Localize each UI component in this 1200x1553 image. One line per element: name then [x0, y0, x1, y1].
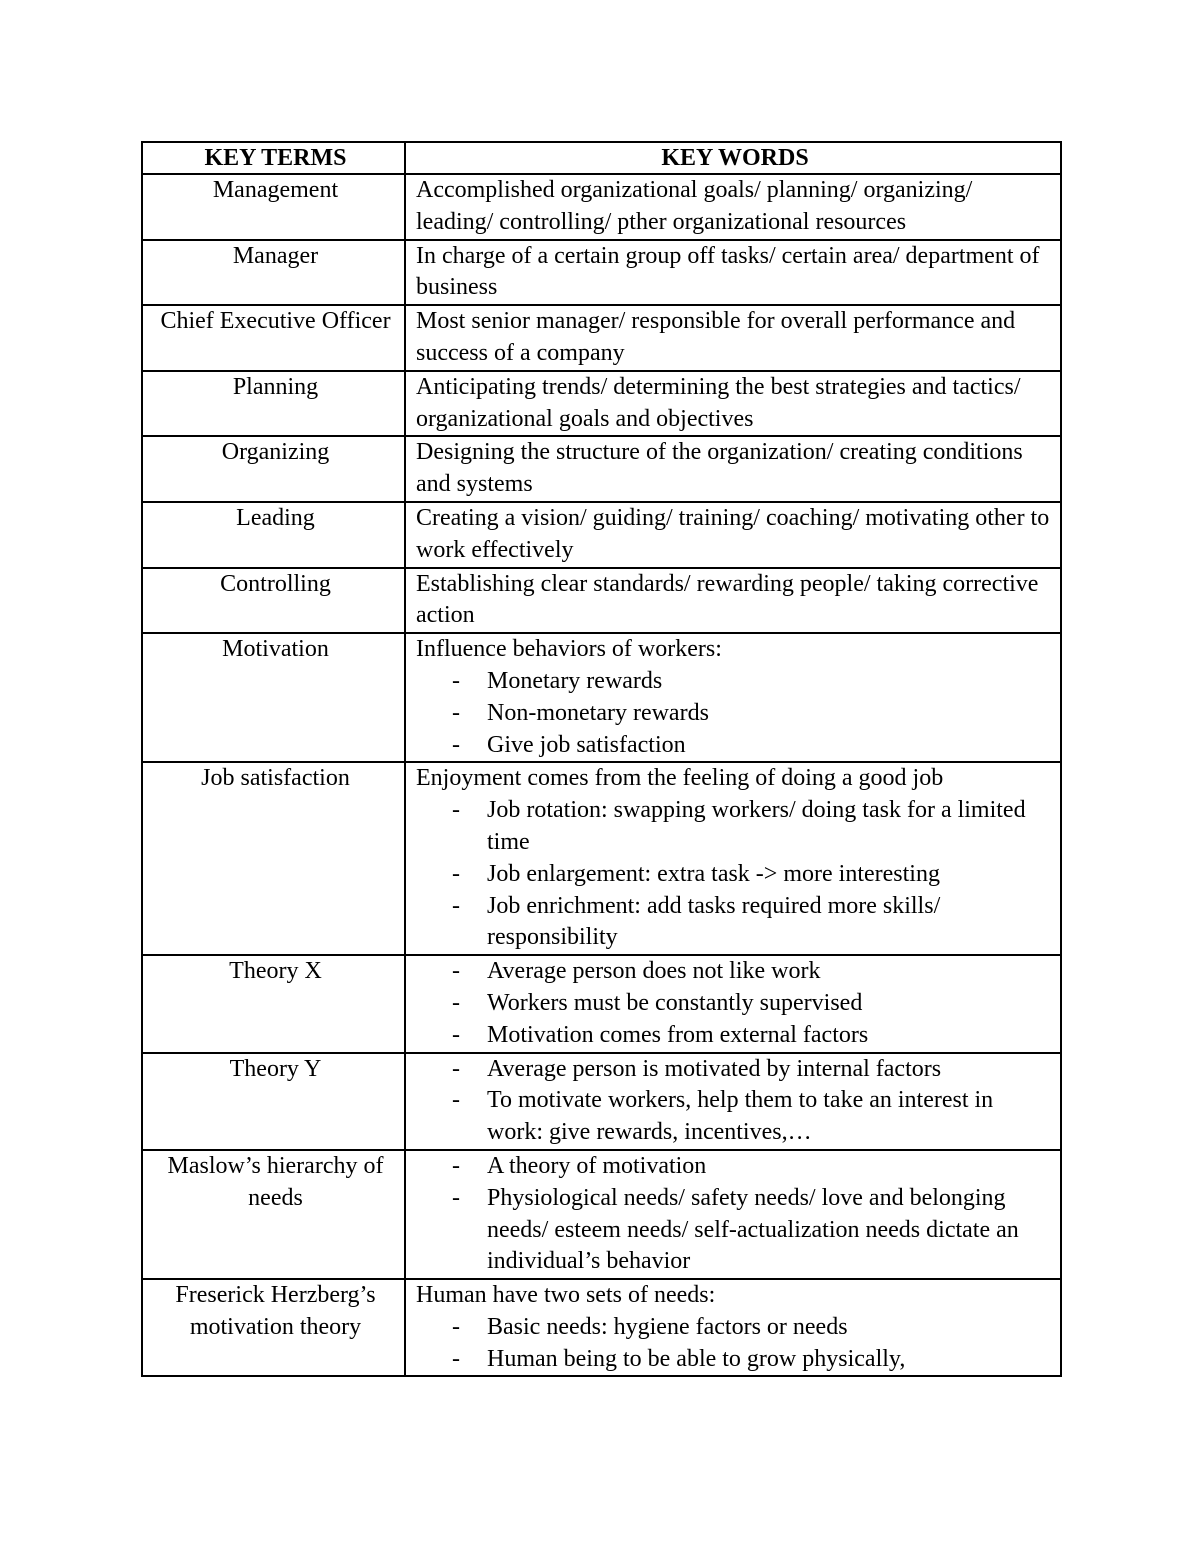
- key-words-cell: [405, 436, 1061, 502]
- key-term-cell: Manager: [142, 240, 405, 306]
- key-term-cell: Job satisfaction: [142, 762, 405, 955]
- table-row: [142, 1279, 1061, 1376]
- key-words-bullet: - Average person is motivated by internal factors: [416, 1054, 1054, 1086]
- table-row: [142, 762, 1061, 955]
- table-row: [142, 174, 1061, 240]
- key-term-cell: Planning: [142, 371, 405, 437]
- key-words-bullet: - Physiological needs/ safety needs/ love and belonging needs/ esteem needs/ self-actualization needs dictate an individual’s behavior: [416, 1183, 1054, 1278]
- key-words-cell: [405, 371, 1061, 437]
- key-words-cell: [405, 305, 1061, 371]
- key-words-cell: [405, 502, 1061, 568]
- key-words-text: Establishing clear standards/ rewarding people/ taking corrective action: [416, 570, 1039, 629]
- key-words-bullet-list: [416, 956, 1054, 1051]
- key-term-cell: Theory X: [142, 955, 405, 1052]
- key-words-text: Human have two sets of needs:: [416, 1282, 716, 1309]
- key-words-bullet: - Basic needs: hygiene factors or needs: [416, 1312, 1054, 1344]
- key-words-cell: [405, 240, 1061, 306]
- key-term-cell: Management: [142, 174, 405, 240]
- key-term-cell: Theory Y: [142, 1053, 405, 1150]
- header-key-words: KEY WORDS: [405, 142, 1061, 174]
- key-words-cell: [405, 1150, 1061, 1279]
- key-term-cell: Freserick Herzberg’s motivation theory: [142, 1279, 405, 1376]
- table-row: [142, 305, 1061, 371]
- key-words-cell: [405, 1053, 1061, 1150]
- key-words-bullet: - Job enrichment: add tasks required more skills/ responsibility: [416, 891, 1054, 955]
- key-words-text: Accomplished organizational goals/ planning/ organizing/ leading/ controlling/ pther organizational resources: [416, 177, 973, 235]
- key-words-cell: [405, 174, 1061, 240]
- key-words-bullet: - Non-monetary rewards: [416, 698, 1054, 730]
- key-words-text: Enjoyment comes from the feeling of doing a good job: [416, 765, 944, 792]
- key-words-cell: [405, 633, 1061, 762]
- key-words-cell: [405, 955, 1061, 1052]
- key-words-bullet-list: [416, 666, 1054, 761]
- key-words-text: Most senior manager/ responsible for overall performance and success of a company: [416, 308, 1016, 366]
- table-row: [142, 1150, 1061, 1279]
- table-row: [142, 502, 1061, 568]
- key-words-bullet: - Workers must be constantly supervised: [416, 988, 1054, 1020]
- table-row: [142, 1053, 1061, 1150]
- key-term-cell: Organizing: [142, 436, 405, 502]
- table-row: [142, 436, 1061, 502]
- key-words-bullet: - Monetary rewards: [416, 666, 1054, 698]
- key-words-text: Designing the structure of the organization/ creating conditions and systems: [416, 439, 1023, 498]
- key-words-text: Anticipating trends/ determining the best strategies and tactics/ organizational goals and objectives: [416, 373, 1021, 432]
- key-words-cell: [405, 568, 1061, 634]
- key-words-bullet-list: [416, 795, 1054, 954]
- key-term-cell: Motivation: [142, 633, 405, 762]
- key-words-bullet-list: [416, 1151, 1054, 1278]
- key-terms-table: [141, 141, 1062, 1377]
- key-words-text: In charge of a certain group off tasks/ certain area/ department of business: [416, 242, 1040, 301]
- key-words-bullet: - Motivation comes from external factors: [416, 1020, 1054, 1052]
- key-words-text: Influence behaviors of workers:: [416, 636, 722, 663]
- table-row: [142, 240, 1061, 306]
- key-term-cell: Leading: [142, 502, 405, 568]
- key-words-bullet: - To motivate workers, help them to take an interest in work: give rewards, incentives,…: [416, 1085, 1054, 1149]
- key-words-bullet: - Job rotation: swapping workers/ doing task for a limited time: [416, 795, 1054, 859]
- table-row: [142, 568, 1061, 634]
- key-words-bullet: - Average person does not like work: [416, 956, 1054, 988]
- key-term-cell: Controlling: [142, 568, 405, 634]
- header-key-terms: KEY TERMS: [142, 142, 405, 174]
- table-header-row: [142, 142, 1061, 174]
- key-term-cell: Maslow’s hierarchy of needs: [142, 1150, 405, 1279]
- table-row: [142, 955, 1061, 1052]
- key-words-bullet-list: [416, 1054, 1054, 1149]
- key-words-cell: [405, 1279, 1061, 1376]
- key-words-bullet: - Job enlargement: extra task -> more interesting: [416, 859, 1054, 891]
- table-row: [142, 371, 1061, 437]
- table-row: [142, 633, 1061, 762]
- key-words-bullet: - Human being to be able to grow physically,: [416, 1344, 1054, 1376]
- key-words-bullet-list: [416, 1312, 1054, 1376]
- key-words-bullet: - Give job satisfaction: [416, 730, 1054, 762]
- key-words-cell: [405, 762, 1061, 955]
- key-term-cell: Chief Executive Officer: [142, 305, 405, 371]
- key-words-bullet: - A theory of motivation: [416, 1151, 1054, 1183]
- key-words-text: Creating a vision/ guiding/ training/ coaching/ motivating other to work effectively: [416, 504, 1050, 563]
